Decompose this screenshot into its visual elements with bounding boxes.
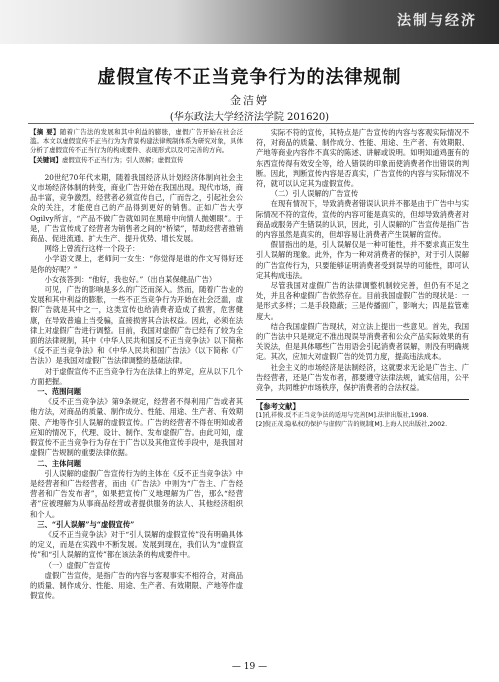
references	[256, 399, 469, 429]
abstract	[30, 128, 243, 165]
affiliation: (华东政法大学经济法学院 201620)	[169, 112, 330, 123]
right-paragraph: 结合我国虚假广告现状，对立法上提出一些意见。首先，我国的广告法中只是规定不准出现误导消费者和公众产品实际效果的有关说法，但是具体哪些广告用语会引起消费者误解，则没有明确规定。其次，应加大对虚假广告的处罚力度，提高违法成本。	[256, 321, 469, 362]
abstract-label: 【摘 要】	[30, 128, 60, 136]
right-paragraph: 在现有情况下，导致消费者错误认识并不都是由于广告中与实际情况不符的宣传，宣传的内容可能是真实的，但却导致消费者对商品或服务产生错误的认识，因此，引人误解的广告宣传是指广告的内容虽然是真实的，但却容易让消费者产生误解的宣传。	[256, 199, 469, 240]
left-paragraph: 小女孩答到：“他好，我也好。”（出自某保健品广告）	[44, 274, 217, 284]
article-title: 虚假宣传不正当竞争行为的法律规制	[97, 67, 402, 88]
left-paragraph: 可见，广告的影响是多么的广泛而深入。然而，随着广告业的发展和其中利益的膨胀，一些不正当竞争行为开始在社会泛滥，虚假广告就是其中之一，这类宣传也给消费者造成了损害，危害健康，在导致普遍上当受骗，直接损害其合法权益。因此，必须在法律上对虚假广告进行调整。目前，我国对虚假广告已经有了较为全面的法律规制，其中《中华人民共和国反不正当竞争法》以下简称《反不正当竞争法》和《中华人民共和国广告法》（以下简称《广告法》）是我国对虚假广告法律调整的基础法律。	[30, 285, 243, 366]
journal-banner	[0, 0, 499, 44]
subsection-heading: （一）虚假广告宣传	[44, 560, 111, 570]
keywords: 虚假宣传不正当行为；引人误解；虚假宣传	[61, 155, 184, 164]
keywords-label: 【关键词】	[30, 155, 62, 164]
section-heading: 二、主体问题	[37, 458, 82, 468]
left-paragraph: 20世纪70年代末期，随着我国经济从计划经济体制向社会主义市场经济体制的转变，商业广告开始在我国出现。现代市场，商品丰富，竞争激烈，经营者必须宣传自己，广而告之，引起社会公众的关注，才能使自己的产品得到更好的销售。正如广告大亨Ogilvy所言，“产品不做广告就如同在黑暗中向情人抛媚眼”。于是，广告宣传成了经营者为销售者之间的“桥梁”，帮助经营者推销商品、促进流通、扩大生产、提升优势、增长发展。	[30, 172, 243, 244]
right-paragraph: 假冒指出的是，引人误解仅是一种可能性，并不要求真正发生引人误解的现象。此外，作为一种对消费者的保护，对于引人误解的广告宣传行为，只要能够证明消费者受到误导的可能性，即可认定其构成违法。	[256, 240, 469, 280]
left-paragraph: 网络上曾流行这样一个段子：	[44, 244, 140, 254]
left-paragraph: 小学语文课上，老师问一女生：“你觉得是谁的作文写得好还是你的好呢？”	[30, 254, 243, 274]
section-paragraph: 引人误解的虚假广告宣传行为的主体在《反不正当竞争法》中是经营者和广告经营者，而由《广告法》中则为“广告主、广告经营者和广告发布者”，如果把宣传广义地理解为广告，那么“经营者”应被理解为从事商品经营或者提供服务的法人、其他经济组织和个人。	[30, 468, 243, 519]
left-column	[30, 128, 243, 601]
reference-item: [1]孔祥俊.反不正当竞争法的适用与完善[M].法律出版社,1998.	[256, 412, 429, 420]
left-paragraph: 对于虚假宣传不正当竞争行为在法律上的界定，应从以下几个方面把握。	[30, 366, 243, 386]
section-paragraph: 虚假广告宣传，是指广告的内容与客观事实不相符合，对商品的质量、制作成分、性能、用途、生产者、有效期限、产地等作虚假宣传。	[30, 570, 243, 601]
title-divider	[28, 123, 474, 124]
references-heading: 【参考文献】	[256, 402, 300, 412]
author: 金洁婷	[230, 94, 269, 107]
right-paragraph: 实际不符的宣传，其特点是广告宣传的内容与客观实际情况不符，对商品的质量、制作成分、性能、用途、生产者、有效期限、产地等商业内容作不真实的陈述、讲解或说明。如明知道鸡蛋有的东西宣传得有效安全等，给人错误的印象而使消费者作出错误的判断。因此，判断宣传内容是否真实，广告宣传的内容与实际情况不符，就可以认定其为虚假宣传。	[256, 128, 469, 189]
right-column	[256, 128, 469, 429]
right-paragraph: 尽管我国对虚假广告的法律调整机制较完善，但仍有不足之处，并且各种虚假广告依然存在。目前我国虚假广告的现状是：一是形式多样；二是手段隐蔽；三是传播面广，影响大；四是监管难度大。	[256, 281, 469, 321]
right-paragraph: 社会主义的市场经济是法制经济，这就要求无论是广告主、广告经营者，还是广告发布者，都要遵守法律法规，诚实信用，公平竞争，共同维护市场秩序，保护消费者的合法权益。	[256, 362, 469, 393]
abstract-text: 随着广告法的发展和其中利益的膨胀，虚假广告开始在社会泛滥。本文以虚假宣传不正当行为为背景构建法律规制体系为研究对象，具体分析了虚假宣传不正当行为的构成要件、表现形式以及可完善的方向。	[30, 128, 244, 155]
section-heading: 三、“引人误解”与“虚假宣传”	[37, 519, 135, 529]
reference-item: [2]倪正茂.隐私权的保护与虚假广告的规制[M].上海人民出版社,2002.	[256, 420, 448, 428]
section-heading: 一、范围问题	[37, 387, 82, 397]
subsection-heading: （二）引人误解的广告宣传	[270, 189, 359, 199]
page-number: — 19 —	[231, 662, 268, 672]
journal-logo: 法制与经济	[397, 13, 477, 29]
section-paragraph: 《反不正当竞争法》第9条规定，经营者不得利用广告或者其他方法，对商品的质量、制作成分、性能、用途、生产者、有效期限、产地等作引人误解的虚假宣传。广告的经营者不得在明知或者应知的情况下，代理、设计、制作、发布虚假广告。由此可知，虚假宣传不正当竞争行为存在于广告以及其他宣传手段中，是我国对虚假广告规制的重要法律依据。	[30, 397, 243, 458]
section-paragraph: 《反不正当竞争法》对于“引人误解的虚假宣传”没有明确具体的定义，而是在实践中不断发展。发展到现在，我们认为“虚假宣传”和“引人误解的宣传”都在该法条的构成要件中。	[30, 529, 243, 560]
